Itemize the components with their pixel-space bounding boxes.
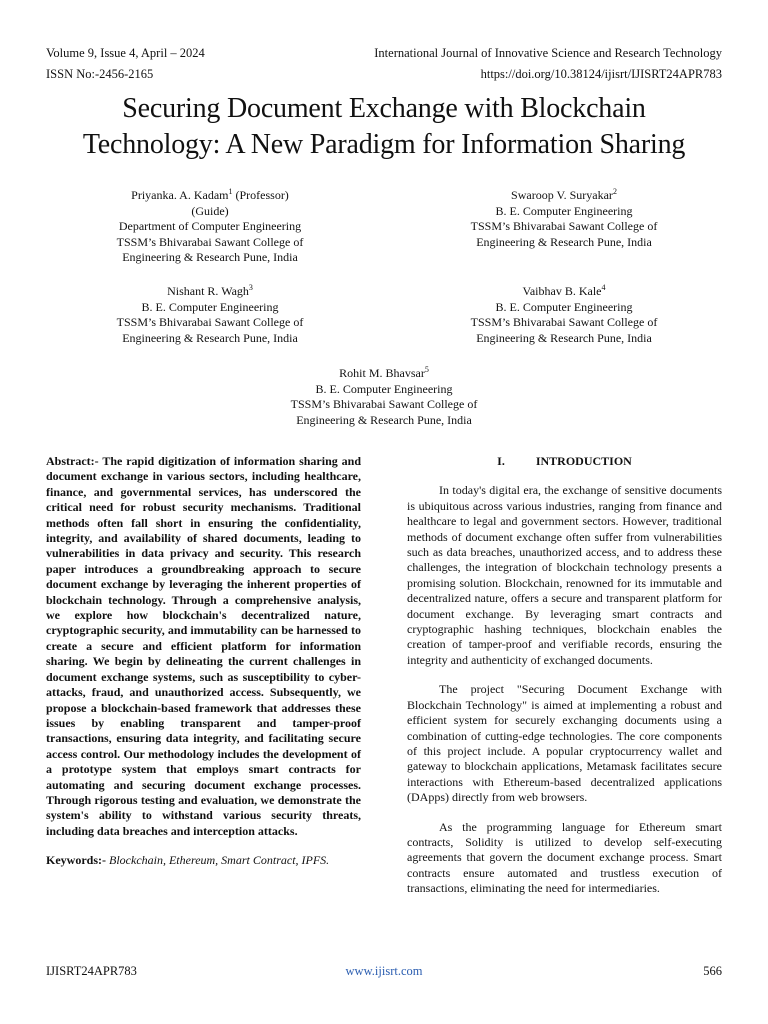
issn: ISSN No:-2456-2165 [46,67,154,81]
author-name: Priyanka. A. Kadam$^1$ (Professor) [131,187,289,202]
title-line-2: Technology: A New Paradigm for Information Sharing [82,129,686,160]
author-department: B. E. Computer Engineering [495,203,633,218]
author-college: TSSM’s Bhivarabai Sawant College of [116,234,304,249]
author-role: (Guide) [191,203,229,218]
author-location: Engineering & Research Pune, India [476,330,652,345]
author-name: Rohit M. Bhavsar$^5$ [339,365,429,380]
paper-title [30,91,738,163]
author-block-1 [60,188,360,266]
keywords-label: Keywords:- [46,853,106,868]
author-college: TSSM’s Bhivarabai Sawant College of [290,397,478,411]
author-department: B. E. Computer Engineering [141,299,279,314]
author-name: Nishant R. Wagh$^3$ [167,283,253,298]
title-line-1: Securing Document Exchange with Blockchain [122,93,646,124]
keywords-list: Blockchain, Ethereum, Smart Contract, IPFS. [106,853,330,868]
abstract: Abstract:- The rapid digitization of information sharing and document exchange in various sectors, including healthcare, finance, and governmental services, has underscored the critical need for robust security mechanisms. Traditional methods often fall short in ensuring the confidentiality, integrity, and availability of shared documents, leading to vulnerabilities in data privacy and security. This research paper introduces a groundbreaking approach to secure document exchange by leveraging the inherent properties of blockchain technology. Through a comprehensive analysis, we explore how blockchain's decentralized nature, cryptographic security, and immutability can be harnessed to create a secure and efficient platform for information sharing. We begin by delineating the current challenges in document exchange systems, such as susceptibility to cyber-attacks, fraud, and unauthorized access. Subsequently, we propose a blockchain-based framework that addresses these issues by enabling transparent and tamper-proof transactions, ensuring data integrity, and facilitating secure access control. Our methodology includes the development of a prototype system that employs smart contracts for automating and securing document exchange processes. Through rigorous testing and evaluation, we demonstrate the system's ability to withstand various security threats, including data breaches and interception attacks. [46,454,361,838]
author-block-4 [414,284,714,346]
author-location: Engineering & Research Pune, India [296,412,472,427]
section-title: INTRODUCTION [535,454,632,468]
intro-paragraph-1: In today's digital era, the exchange of sensitive documents is ubiquitous across various industries, ranging from finance and healthcare to legal and government sectors. However, traditional methods of document exchange often suffer from vulnerabilities such as data breaches, unauthorized access, and to address these challenges, the integration of blockchain technology presents a promising solution. Blockchain, renowned for its immutable and decentralized nature, offers a secure and transparent platform for document exchange. By leveraging smart contracts and cryptographic hashing techniques, blockchain enables the creation of tamper-proof and verifiable records, ensuring the integrity and authenticity of exchanged documents. [407,483,722,667]
intro-paragraph-2: The project "Securing Document Exchange with Blockchain Technology" is aimed at implementing a robust and efficient system for securely exchanging documents using a combination of cutting-edge technologies. The core components of this project include. A popular cryptocurrency wallet and gateway to blockchain applications, Metamask facilitates secure interactions with Ethereum-based decentralized applications (DApps) directly from web browsers. [407,682,722,805]
keywords [46,853,361,868]
author-name: Vaibhav B. Kale$^4$ [522,283,606,298]
section-number: I. [497,454,505,468]
journal-name: International Journal of Innovative Science and Research Technology [374,46,722,60]
author-college: TSSM’s Bhivarabai Sawant College of [470,219,658,233]
author-block-2 [414,188,714,250]
page-number: 566 [703,964,722,978]
author-department: Department of Computer Engineering [118,219,302,233]
author-department: B. E. Computer Engineering [495,299,633,314]
right-column [407,454,722,911]
section-heading [407,454,722,469]
author-location: Engineering & Research Pune, India [476,234,652,249]
author-location: Engineering & Research Pune, India [122,330,298,345]
footer-paper-id: IJISRT24APR783 [46,964,137,978]
intro-paragraph-3: As the programming language for Ethereum smart contracts, Solidity is utilized to develop self-executing agreements that govern the document exchange process. Smart contracts ensure automated and trustless execution of transactions, eliminating the need for intermediaries. [407,819,722,896]
author-department: B. E. Computer Engineering [315,381,453,396]
author-college: TSSM’s Bhivarabai Sawant College of [470,315,658,329]
author-location: Engineering & Research Pune, India [122,250,298,264]
left-column [46,454,361,869]
author-college: TSSM’s Bhivarabai Sawant College of [116,315,304,329]
author-block-3 [60,284,360,346]
footer-website-link[interactable]: www.ijisrt.com [345,964,423,978]
author-name: Swaroop V. Suryakar$^2$ [511,187,617,202]
doi-link[interactable]: https://doi.org/10.38124/ijisrt/IJISRT24APR783 [480,67,722,81]
author-block-5 [234,366,534,428]
volume-info: Volume 9, Issue 4, April – 2024 [46,46,205,60]
